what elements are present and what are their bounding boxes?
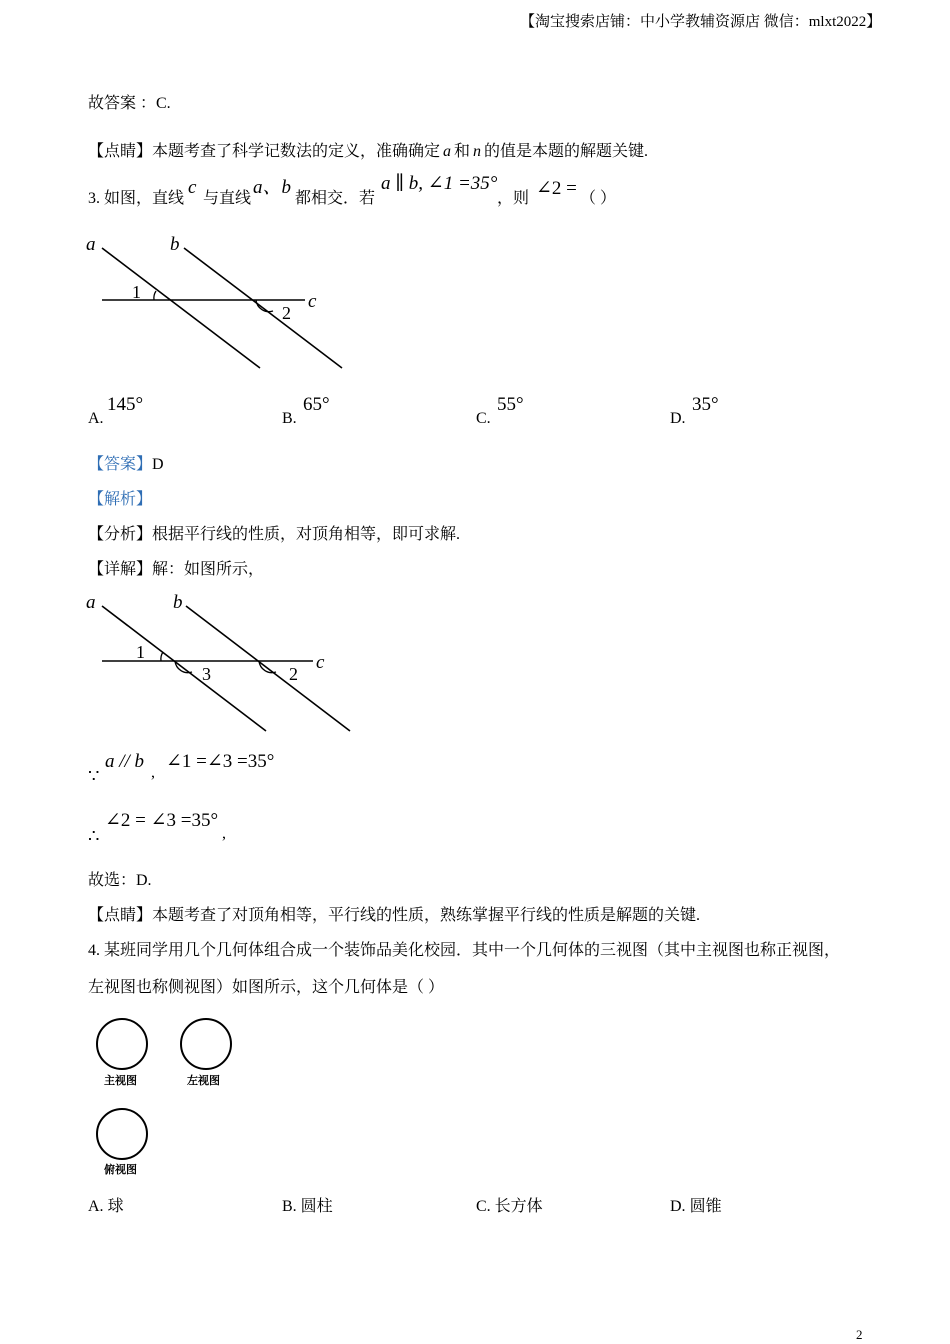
q3-option-a-value: 145° bbox=[107, 394, 144, 415]
q3-paren: （ ） bbox=[580, 190, 617, 207]
label-2: 2 bbox=[289, 664, 298, 684]
angle-1-arc bbox=[161, 652, 163, 661]
q3-option-b-letter: B. bbox=[282, 410, 297, 427]
label-b: b bbox=[173, 592, 183, 613]
q3-option-c-value: 55° bbox=[497, 394, 524, 415]
q4-option-c-value: 长方体 bbox=[494, 1198, 543, 1215]
analysis-tag: 【解析】 bbox=[88, 491, 153, 508]
q3-stem-part2: 与直线 bbox=[203, 190, 252, 207]
because-expr2: ∠1 =∠3 =35° bbox=[166, 751, 275, 772]
q3-comment: 【点睛】本题考查了对顶角相等，平行线的性质，熟练掌握平行线的性质是解题的关键. bbox=[88, 907, 701, 924]
q3-stem-part4: ，则 bbox=[497, 190, 530, 207]
therefore-symbol: ∴ bbox=[88, 826, 100, 846]
label-a: a bbox=[86, 592, 96, 613]
therefore-expr: ∠2 = ∠3 =35° bbox=[105, 810, 219, 831]
because-comma: , bbox=[151, 764, 155, 781]
therefore-comma: , bbox=[222, 825, 226, 842]
label-b: b bbox=[170, 234, 180, 255]
q3-figure-1 bbox=[80, 228, 360, 378]
detail-text: 【详解】解：如图所示， bbox=[88, 561, 265, 578]
q4-stem-line1: 4. 某班同学用几个几何体组合成一个装饰品美化校园．其中一个几何体的三视图（其中主视图也称正视图， bbox=[88, 942, 841, 959]
top-view-circle bbox=[96, 1108, 148, 1160]
angle-1-arc bbox=[154, 291, 156, 300]
q2-answer-line: 故答案 ：C. bbox=[88, 95, 171, 112]
q4-option-c-letter: C. bbox=[476, 1198, 491, 1215]
q4-option-c bbox=[476, 1199, 543, 1215]
label-1: 1 bbox=[136, 642, 145, 662]
q2-comment-suffix: 的值是本题的解题关键. bbox=[484, 143, 649, 160]
top-view-label: 俯视图 bbox=[104, 1163, 137, 1176]
q3-var-ab: a、b bbox=[253, 177, 292, 198]
q2-comment-a: a bbox=[443, 143, 452, 160]
q3-condition: a ∥ b, ∠1 =35° bbox=[381, 173, 498, 194]
q4-option-b-value: 圆柱 bbox=[300, 1198, 333, 1215]
front-view-label: 主视图 bbox=[104, 1074, 137, 1087]
q3-option-d-value: 35° bbox=[692, 394, 719, 415]
q3-figure-2 bbox=[80, 588, 370, 738]
q4-option-d bbox=[670, 1199, 722, 1215]
q2-comment-and: 和 bbox=[454, 143, 471, 160]
q3-option-a-letter: A. bbox=[88, 410, 104, 427]
page-number: 2 bbox=[856, 1327, 863, 1342]
answer-tag: 【答案】 bbox=[88, 456, 153, 473]
q4-option-a bbox=[88, 1199, 124, 1215]
q4-option-a-letter: A. bbox=[88, 1198, 104, 1215]
because-symbol: ∵ bbox=[88, 766, 100, 786]
page-header: 【淘宝搜索店铺：中小学教辅资源店 微信：mlxt2022】 bbox=[520, 14, 882, 30]
q4-option-d-value: 圆锥 bbox=[689, 1198, 722, 1215]
label-c: c bbox=[316, 652, 325, 673]
left-view-label: 左视图 bbox=[187, 1074, 220, 1087]
answer-value: D bbox=[152, 456, 164, 473]
label-3: 3 bbox=[202, 664, 211, 684]
q3-option-d-letter: D. bbox=[670, 410, 686, 427]
q3-answer bbox=[88, 457, 164, 473]
label-a: a bbox=[86, 234, 96, 255]
q4-stem-line2: 左视图也称侧视图）如图所示，这个几何体是（ ） bbox=[88, 979, 445, 996]
q3-var-c: c bbox=[188, 177, 197, 198]
q2-comment-prefix: 【点睛】本题考查了科学记数法的定义，准确确定 bbox=[88, 143, 441, 160]
label-1: 1 bbox=[132, 282, 141, 302]
q4-option-a-value: 球 bbox=[107, 1198, 124, 1215]
q2-comment bbox=[88, 144, 648, 160]
front-view-circle bbox=[96, 1018, 148, 1070]
because-expr1: a // b bbox=[105, 751, 145, 772]
q4-option-b bbox=[282, 1199, 333, 1215]
label-2: 2 bbox=[282, 303, 291, 323]
q3-question: ∠2 = bbox=[536, 178, 577, 199]
q3-option-b-value: 65° bbox=[303, 394, 330, 415]
q3-option-c-letter: C. bbox=[476, 410, 491, 427]
q4-option-b-letter: B. bbox=[282, 1198, 297, 1215]
q3-stem-part1: 3. 如图，直线 bbox=[88, 190, 185, 207]
left-view-circle bbox=[180, 1018, 232, 1070]
line-a bbox=[102, 248, 260, 368]
analysis-text: 【分析】根据平行线的性质，对顶角相等，即可求解. bbox=[88, 526, 461, 543]
q4-option-d-letter: D. bbox=[670, 1198, 686, 1215]
line-a bbox=[102, 606, 266, 731]
q2-comment-n: n bbox=[473, 143, 482, 160]
q3-stem-part3: 都相交．若 bbox=[295, 190, 376, 207]
q3-choose: 故选：D. bbox=[88, 872, 152, 889]
label-c: c bbox=[308, 291, 317, 312]
line-b bbox=[184, 248, 342, 368]
